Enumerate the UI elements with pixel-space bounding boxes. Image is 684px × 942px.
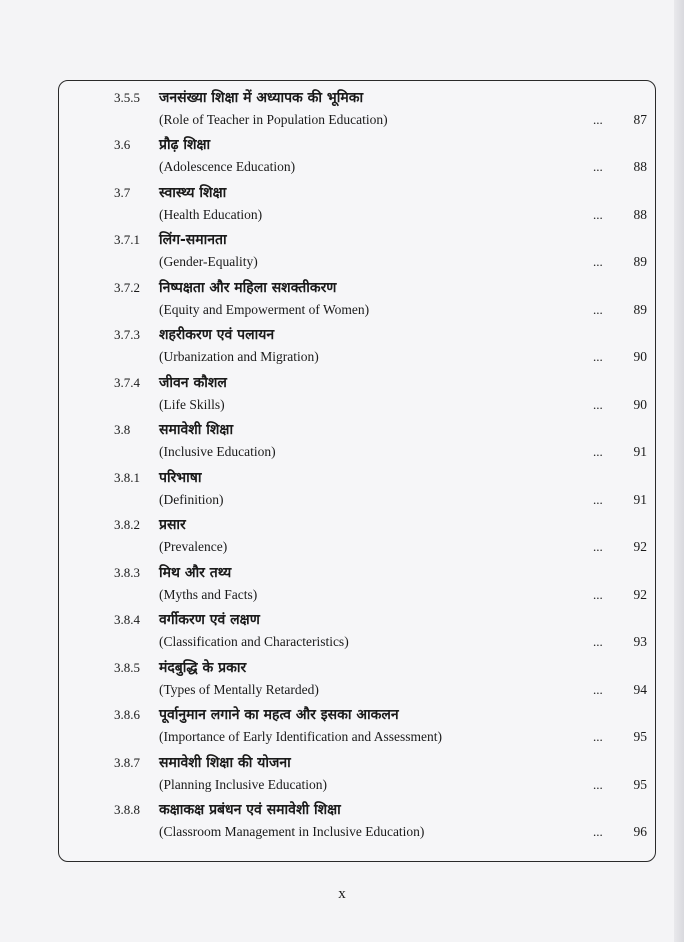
entry-title-english: (Urbanization and Migration) — [159, 349, 319, 364]
entry-title-english: (Equity and Empowerment of Women) — [159, 302, 370, 317]
toc-entry — [59, 87, 655, 135]
entry-leader: ... — [593, 492, 603, 507]
entry-title-english: (Role of Teacher in Population Education) — [159, 112, 388, 127]
entry-page-number: 90 — [633, 397, 647, 412]
entry-title-hindi: निष्पक्षता और महिला सशक्तीकरण — [159, 280, 337, 296]
entry-number: 3.7.4 — [114, 375, 140, 390]
entry-title-english: (Gender-Equality) — [159, 254, 258, 269]
toc-entry — [59, 609, 655, 657]
entry-title-hindi: स्वास्थ्य शिक्षा — [159, 185, 227, 201]
entry-leader: ... — [593, 539, 603, 554]
toc-entry — [59, 514, 655, 562]
toc-entry — [59, 277, 655, 325]
entry-title-hindi: जनसंख्या शिक्षा में अध्यापक की भूमिका — [159, 90, 364, 106]
toc-entry — [59, 419, 655, 467]
entry-title-english: (Inclusive Education) — [159, 444, 276, 459]
entry-leader: ... — [593, 824, 603, 839]
entry-title-english: (Definition) — [159, 492, 224, 507]
entry-number: 3.5.5 — [114, 90, 140, 105]
entry-number: 3.8.2 — [114, 517, 140, 532]
entry-title-hindi: मिथ और तथ्य — [159, 565, 232, 581]
entry-leader: ... — [593, 207, 603, 222]
entry-page-number: 96 — [633, 824, 647, 839]
entry-leader: ... — [593, 349, 603, 364]
page-folio: x — [338, 886, 346, 902]
entry-leader: ... — [593, 587, 603, 602]
page-edge — [674, 0, 684, 942]
table-of-contents — [58, 80, 656, 862]
entry-title-english: (Planning Inclusive Education) — [159, 777, 327, 792]
toc-entry — [59, 799, 655, 847]
entry-number: 3.7.3 — [114, 327, 140, 342]
entry-title-hindi: समावेशी शिक्षा की योजना — [159, 755, 291, 771]
toc-entry — [59, 467, 655, 515]
entry-page-number: 87 — [633, 112, 647, 127]
entry-page-number: 92 — [633, 539, 647, 554]
entry-title-english: (Types of Mentally Retarded) — [159, 682, 319, 697]
entry-leader: ... — [593, 634, 603, 649]
entry-leader: ... — [593, 302, 603, 317]
entry-number: 3.8.8 — [114, 802, 140, 817]
entry-title-english: (Health Education) — [159, 207, 263, 222]
entry-page-number: 88 — [633, 207, 647, 222]
entry-title-hindi: लिंग-समानता — [159, 232, 227, 248]
entry-title-english: (Prevalence) — [159, 539, 228, 554]
entry-title-hindi: प्रसार — [159, 517, 186, 533]
entry-title-hindi: प्रौढ़ शिक्षा — [159, 137, 211, 153]
entry-number: 3.8 — [114, 422, 131, 437]
entry-page-number: 91 — [633, 444, 647, 459]
entry-leader: ... — [593, 397, 603, 412]
entry-number: 3.8.1 — [114, 470, 140, 485]
entry-title-hindi: समावेशी शिक्षा — [159, 422, 234, 438]
toc-entry — [59, 372, 655, 420]
entry-page-number: 90 — [633, 349, 647, 364]
entry-title-english: (Classification and Characteristics) — [159, 634, 349, 649]
toc-entry — [59, 657, 655, 705]
entry-number: 3.8.6 — [114, 707, 140, 722]
entry-number: 3.7 — [114, 185, 131, 200]
entry-page-number: 94 — [633, 682, 647, 697]
toc-entry — [59, 704, 655, 752]
entry-leader: ... — [593, 444, 603, 459]
entry-page-number: 93 — [633, 634, 647, 649]
entry-number: 3.8.4 — [114, 612, 140, 627]
entry-title-hindi: पूर्वानुमान लगाने का महत्व और इसका आकलन — [159, 707, 399, 723]
entry-leader: ... — [593, 682, 603, 697]
entry-title-hindi: परिभाषा — [159, 470, 202, 486]
entry-leader: ... — [593, 159, 603, 174]
entry-page-number: 95 — [633, 729, 647, 744]
entry-number: 3.8.5 — [114, 660, 140, 675]
entry-title-hindi: कक्षाकक्ष प्रबंधन एवं समावेशी शिक्षा — [159, 802, 341, 818]
entry-title-hindi: वर्गीकरण एवं लक्षण — [159, 612, 260, 628]
entry-number: 3.8.7 — [114, 755, 140, 770]
toc-entry — [59, 562, 655, 610]
entry-title-hindi: मंदबुद्धि के प्रकार — [159, 660, 247, 676]
entry-page-number: 89 — [633, 254, 647, 269]
toc-entry — [59, 324, 655, 372]
entry-leader: ... — [593, 254, 603, 269]
entry-title-hindi: शहरीकरण एवं पलायन — [159, 327, 275, 343]
toc-entry — [59, 229, 655, 277]
toc-entry — [59, 752, 655, 800]
entry-title-english: (Life Skills) — [159, 397, 225, 412]
entry-number: 3.8.3 — [114, 565, 140, 580]
entry-number: 3.6 — [114, 137, 131, 152]
entry-page-number: 88 — [633, 159, 647, 174]
entry-number: 3.7.1 — [114, 232, 140, 247]
entry-title-hindi: जीवन कौशल — [159, 375, 227, 391]
toc-entry — [59, 182, 655, 230]
entry-number: 3.7.2 — [114, 280, 140, 295]
entry-leader: ... — [593, 729, 603, 744]
entry-title-english: (Adolescence Education) — [159, 159, 296, 174]
entry-title-english: (Classroom Management in Inclusive Education) — [159, 824, 425, 839]
entry-page-number: 89 — [633, 302, 647, 317]
entry-page-number: 91 — [633, 492, 647, 507]
entry-page-number: 95 — [633, 777, 647, 792]
entry-title-english: (Myths and Facts) — [159, 587, 258, 602]
entry-leader: ... — [593, 112, 603, 127]
entry-page-number: 92 — [633, 587, 647, 602]
toc-entry — [59, 134, 655, 182]
entry-leader: ... — [593, 777, 603, 792]
entry-title-english: (Importance of Early Identification and Assessment) — [159, 729, 443, 744]
